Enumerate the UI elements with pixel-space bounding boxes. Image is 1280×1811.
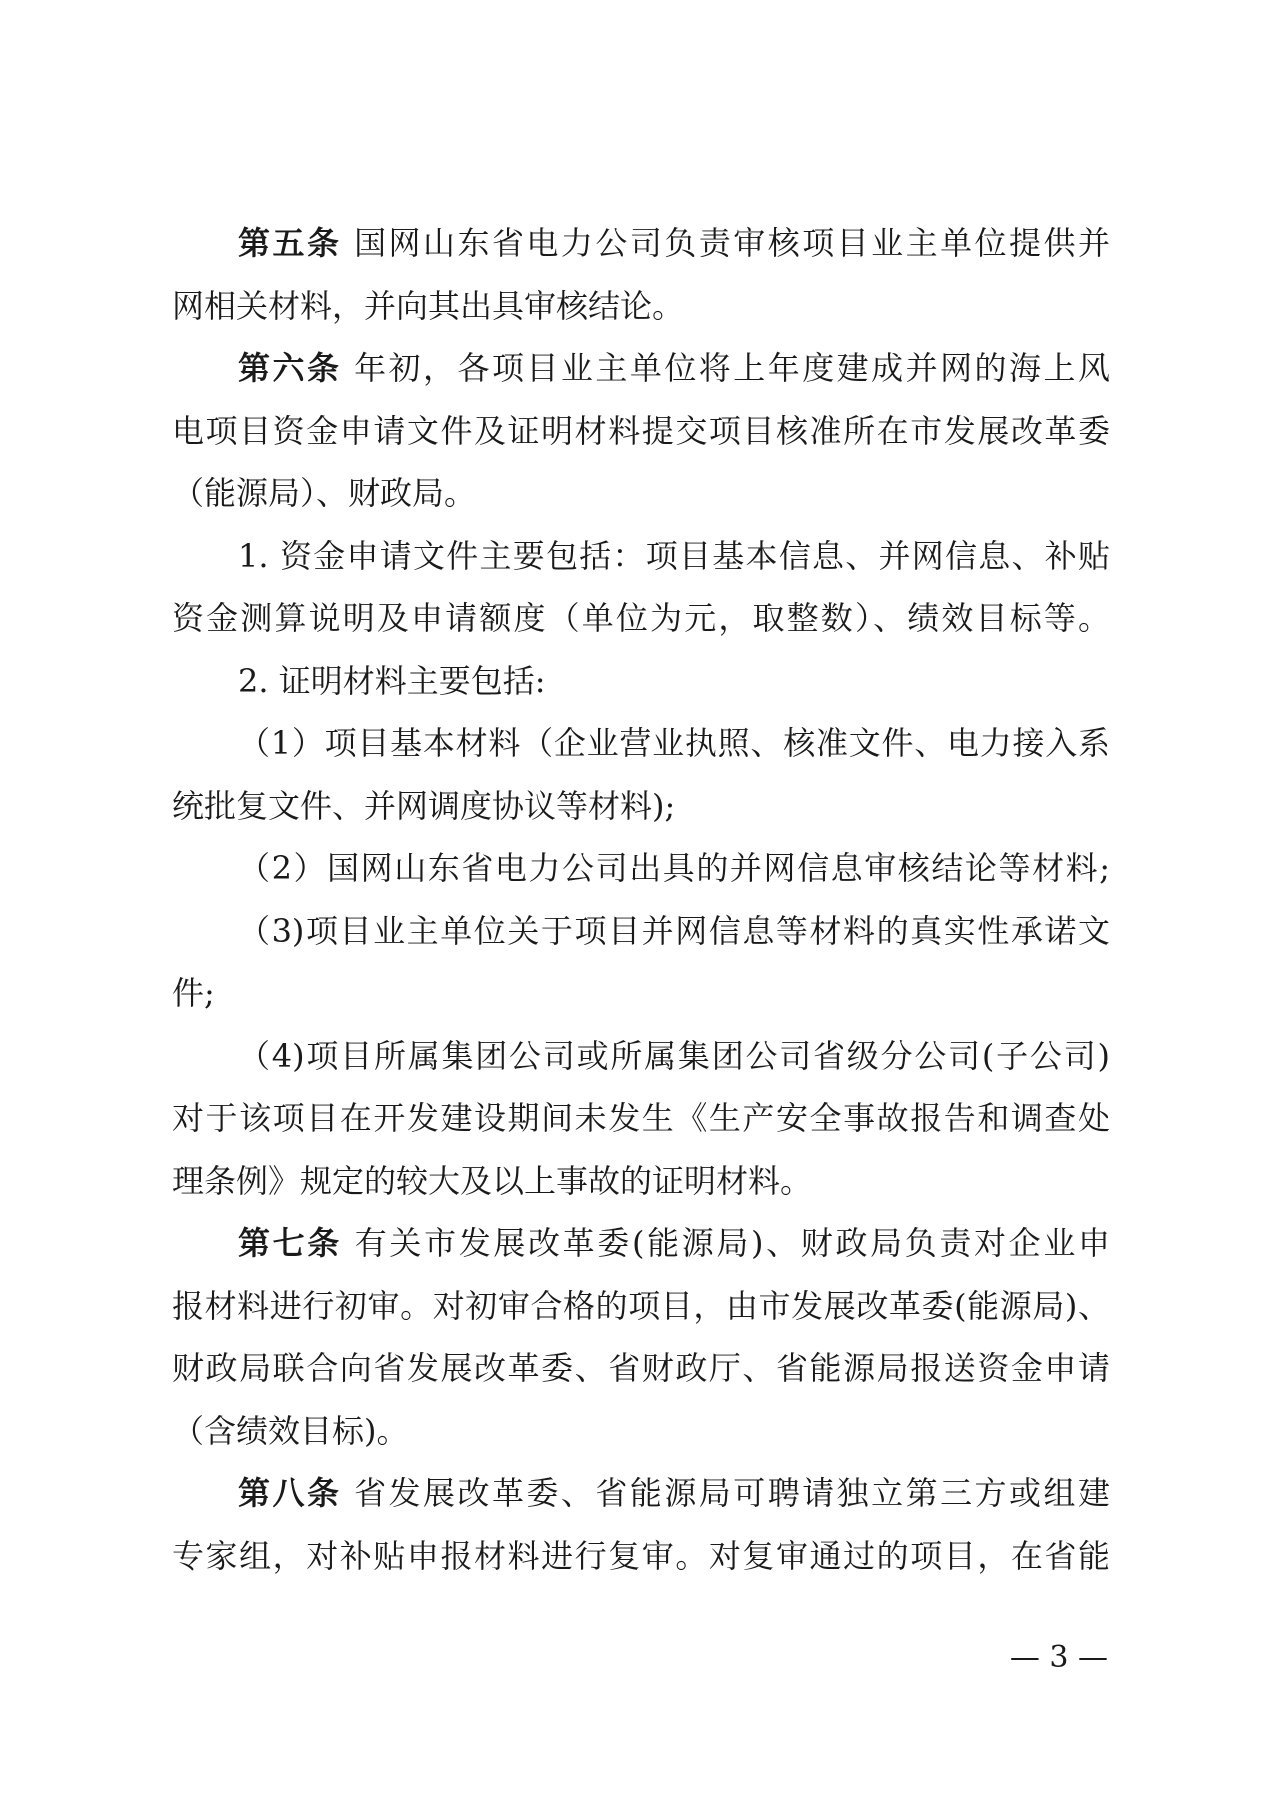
text-line bbox=[172, 1150, 1110, 1213]
text-line bbox=[172, 962, 1110, 1025]
text-line bbox=[172, 1462, 1110, 1525]
text-line bbox=[172, 337, 1110, 400]
text-line bbox=[172, 212, 1110, 275]
text-line bbox=[172, 462, 1110, 525]
line-text: （能源局）、财政局。 bbox=[172, 474, 477, 512]
line-text: 资金测算说明及申请额度（单位为元，取整数）、绩效目标等。 bbox=[172, 599, 1110, 637]
line-text: 年初，各项目业主单位将上年度建成并网的海上风 bbox=[341, 349, 1110, 387]
text-line bbox=[172, 1275, 1110, 1338]
line-text: 报材料进行初审。对初审合格的项目，由市发展改革委(能源局)、 bbox=[172, 1286, 1110, 1325]
line-text: 2. 证明材料主要包括: bbox=[238, 661, 546, 700]
text-line bbox=[172, 650, 1110, 713]
line-text: 财政局联合向省发展改革委、省财政厅、省能源局报送资金申请 bbox=[172, 1349, 1110, 1387]
text-line bbox=[172, 775, 1110, 838]
line-text: （含绩效目标)。 bbox=[172, 1411, 409, 1450]
line-text: 省发展改革委、省能源局可聘请独立第三方或组建 bbox=[341, 1474, 1110, 1512]
line-text: 电项目资金申请文件及证明材料提交项目核准所在市发展改革委 bbox=[172, 411, 1110, 450]
text-line bbox=[172, 1025, 1110, 1088]
text-line bbox=[172, 275, 1110, 338]
text-line bbox=[172, 400, 1110, 463]
text-line bbox=[172, 587, 1110, 650]
line-text: 理条例》规定的较大及以上事故的证明材料。 bbox=[172, 1161, 813, 1200]
text-line bbox=[172, 900, 1110, 963]
line-text: 1. 资金申请文件主要包括：项目基本信息、并网信息、补贴 bbox=[238, 536, 1110, 575]
line-text: （1）项目基本材料（企业营业执照、核准文件、电力接入系 bbox=[238, 724, 1110, 762]
line-text: （2）国网山东省电力公司出具的并网信息审核结论等材料; bbox=[238, 849, 1110, 887]
line-text: 国网山东省电力公司负责审核项目业主单位提供并 bbox=[341, 224, 1110, 262]
text-line bbox=[172, 837, 1110, 900]
text-line bbox=[172, 1337, 1110, 1400]
line-text: （4)项目所属集团公司或所属集团公司省级分公司(子公司) bbox=[238, 1036, 1110, 1075]
article-heading: 第七条 bbox=[238, 1224, 342, 1262]
text-line bbox=[172, 1212, 1110, 1275]
article-heading: 第五条 bbox=[238, 224, 342, 262]
line-text: 专家组，对补贴申报材料进行复审。对复审通过的项目，在省能 bbox=[172, 1536, 1110, 1575]
line-text: 统批复文件、并网调度协议等材料); bbox=[172, 786, 676, 825]
line-text: 有关市发展改革委(能源局)、财政局负责对企业申 bbox=[341, 1224, 1110, 1262]
line-text: 网相关材料，并向其出具审核结论。 bbox=[172, 286, 685, 325]
text-line bbox=[172, 1525, 1110, 1588]
text-line bbox=[172, 1087, 1110, 1150]
document-body bbox=[172, 212, 1110, 1587]
page-number: — 3 — bbox=[1009, 1640, 1108, 1675]
line-text: （3)项目业主单位关于项目并网信息等材料的真实性承诺文 bbox=[238, 911, 1110, 950]
text-line bbox=[172, 712, 1110, 775]
article-heading: 第六条 bbox=[238, 349, 342, 387]
article-heading: 第八条 bbox=[238, 1474, 342, 1512]
text-line bbox=[172, 1400, 1110, 1463]
line-text: 对于该项目在开发建设期间未发生《生产安全事故报告和调查处 bbox=[172, 1099, 1110, 1137]
text-line bbox=[172, 525, 1110, 588]
line-text: 件; bbox=[172, 974, 215, 1012]
